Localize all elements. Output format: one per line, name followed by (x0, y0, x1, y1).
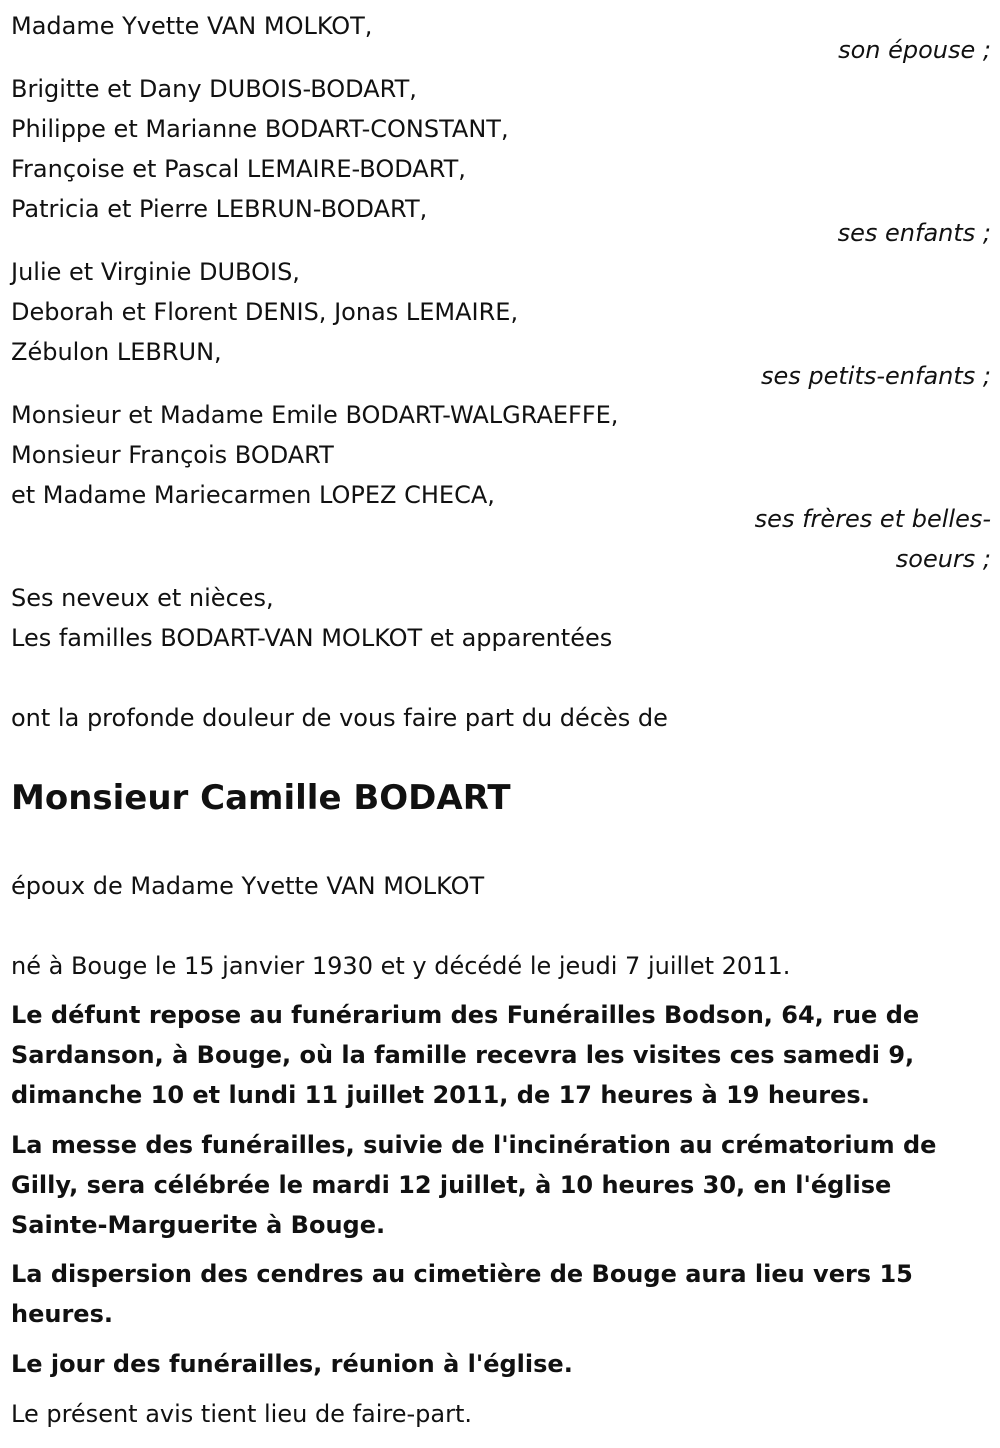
spouse-line: Madame Yvette VAN MOLKOT, (11, 12, 373, 40)
child-line: Patricia et Pierre LEBRUN-BODART, (11, 195, 428, 223)
viewing-details: Le défunt repose au funérarium des Funérailles Bodson, 64, rue de Sardanson, à Bouge, où la famille recevra les visites ces samedi 9, dimanche 10 et lundi 11 juillet 2011, de 17 heures à 19 heures. (11, 1001, 920, 1109)
sibling-line: et Madame Mariecarmen LOPEZ CHECA, (11, 481, 495, 509)
grandchildren-role: ses petits-enfants ; (760, 362, 991, 390)
sibling-line: Monsieur François BODART (11, 441, 334, 469)
meeting-details: Le jour des funérailles, réunion à l'église. (11, 1350, 573, 1378)
children-role: ses enfants ; (837, 219, 991, 247)
birth-death-text: né à Bouge le 15 janvier 1930 et y décédé le jeudi 7 juillet 2011. (11, 952, 791, 980)
grandchild-line: Zébulon LEBRUN, (11, 338, 222, 366)
ash-dispersion-details: La dispersion des cendres au cimetière de Bouge aura lieu vers 15 heures. (11, 1260, 913, 1328)
funeral-mass-details: La messe des funérailles, suivie de l'incinération au crématorium de Gilly, sera célébrée le mardi 12 juillet, à 10 heures 30, en l'église Sainte-Marguerite à Bouge. (11, 1131, 937, 1239)
spouse-of-text: époux de Madame Yvette VAN MOLKOT (11, 872, 485, 900)
relatives-line: Ses neveux et nièces, (11, 584, 274, 612)
child-line: Philippe et Marianne BODART-CONSTANT, (11, 115, 509, 143)
siblings-role-line2: soeurs ; (895, 545, 991, 573)
closing-text: Le présent avis tient lieu de faire-part. (11, 1400, 473, 1428)
grandchild-line: Deborah et Florent DENIS, Jonas LEMAIRE, (11, 298, 519, 326)
child-line: Brigitte et Dany DUBOIS-BODART, (11, 75, 417, 103)
deceased-name: Monsieur Camille BODART (11, 778, 511, 818)
announcement-text: ont la profonde douleur de vous faire part du décès de (11, 704, 668, 732)
grandchild-line: Julie et Virginie DUBOIS, (11, 258, 300, 286)
siblings-role-line1: ses frères et belles- (754, 505, 991, 533)
child-line: Françoise et Pascal LEMAIRE-BODART, (11, 155, 466, 183)
spouse-role: son épouse ; (838, 36, 991, 64)
relatives-line: Les familles BODART-VAN MOLKOT et apparentées (11, 624, 613, 652)
sibling-line: Monsieur et Madame Emile BODART-WALGRAEFFE, (11, 401, 619, 429)
